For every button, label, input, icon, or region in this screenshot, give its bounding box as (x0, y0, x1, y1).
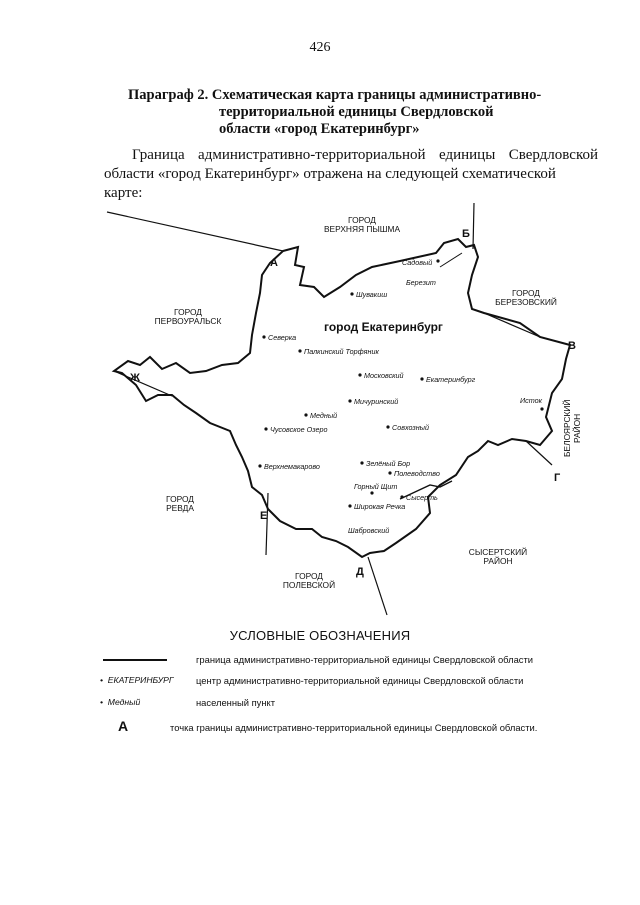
legend-row-settlement (100, 697, 620, 713)
settlement-zeleny-bor: Зелёный Бор (366, 459, 411, 468)
settlement-sovkhozny: Совхозный (392, 423, 429, 432)
settlement-severka: Северка (268, 333, 297, 342)
legend-symbol-settlement-label: Медный (107, 697, 141, 707)
settlement-medny: Медный (310, 411, 338, 420)
dot-michurinsky (348, 399, 351, 402)
legend-symbol-center: • ЕКАТЕРИНБУРГ (100, 675, 174, 685)
dot-chusovskoe (264, 427, 267, 430)
legend-text-settlement: населенный пункт (196, 697, 276, 708)
legend-symbol-center-label: ЕКАТЕРИНБУРГ (107, 675, 174, 685)
heading-line-3: области «город Екатеринбург» (219, 121, 420, 137)
legend-row-boundary (100, 654, 620, 670)
dot-sovkhozny (386, 425, 389, 428)
neighbor-sysert-1: СЫСЕРТСКИЙ (468, 547, 528, 557)
settlement-palkinsky: Палкинский Торфяник (304, 347, 379, 356)
legend-row-point (100, 718, 620, 738)
dot-ekaterinburg (420, 377, 423, 380)
settlement-michurinsky: Мичуринский (354, 397, 399, 406)
dot-severka (262, 335, 265, 338)
settlement-ekaterinburg: Екатеринбург (426, 375, 476, 384)
main-city-label: город Екатеринбург (324, 320, 443, 334)
settlement-verkhnemakarovo: Верхнемакарово (264, 462, 320, 471)
neighbor-beloyarsky-2: РАЙОН (572, 413, 582, 443)
point-d: Д (356, 566, 364, 578)
point-v: В (568, 340, 576, 352)
neighbor-revda-2: РЕВДА (166, 503, 194, 513)
neighbor-berezovsky-2: БЕРЕЗОВСКИЙ (495, 297, 557, 307)
settlement-istok: Исток (520, 396, 543, 405)
boundary-line-sample (103, 659, 167, 661)
settlement-gorny-shchit: Горный Щит (354, 482, 398, 491)
neighbor-pervouralsk-1: ГОРОД (174, 307, 202, 317)
neighbor-sysert-2: РАЙОН (483, 556, 513, 566)
dot-shirokaya-rechka (348, 504, 351, 507)
point-zh: Ж (130, 372, 140, 384)
point-b: Б (462, 228, 470, 240)
neighbor-revda-1: ГОРОД (166, 494, 194, 504)
settlement-shabrovsky: Шабровский (348, 526, 390, 535)
paragraph-line-1: Граница административно-территориальной единицы Свердловской (132, 147, 598, 163)
boundary-map (100, 195, 600, 625)
neighbor-verkhnyaya-pyshma-1: ГОРОД (348, 215, 376, 225)
point-a: А (270, 257, 278, 269)
neighbor-pervouralsk-2: ПЕРВОУРАЛЬСК (154, 316, 222, 326)
heading-line-2: территориальной единицы Свердловской (219, 104, 494, 120)
neighbor-beloyarsky-1: БЕЛОЯРСКИЙ (562, 399, 572, 457)
page-number: 426 (309, 40, 331, 55)
legend-symbol-point: А (118, 718, 129, 734)
settlement-sysert: Сысерть (406, 493, 438, 502)
dot-shuvakish (350, 292, 353, 295)
legend-text-boundary: граница административно-территориальной единицы Свердловской области (196, 654, 534, 665)
dot-sadovy (436, 259, 439, 262)
point-g: Г (554, 472, 561, 484)
settlement-shuvakish: Шувакиш (356, 290, 388, 299)
dot-polevodstvo (388, 471, 391, 474)
settlement-polevodstvo: Полеводство (394, 469, 440, 478)
settlement-chusovskoe: Чусовское Озеро (270, 425, 328, 434)
legend-text-point: точка границы административно-территориальной единицы Свердловской области. (170, 722, 538, 733)
dot-moskovsky (358, 373, 361, 376)
settlement-moskovsky: Московский (364, 371, 404, 380)
settlement-berezit: Березит (406, 278, 436, 287)
dot-istok (540, 407, 543, 410)
settlement-shirokaya-rechka: Широкая Речка (354, 502, 406, 511)
point-e: Е (260, 510, 268, 522)
dot-sysert (400, 495, 403, 498)
paragraph-line-2: области «город Екатеринбург» отражена на следующей схематической карте: (104, 166, 556, 201)
dot-gorny-shchit (370, 491, 373, 494)
neighbor-polevskoy-1: ГОРОД (295, 571, 323, 581)
dot-verkhnemakarovo (258, 464, 261, 467)
section-heading (128, 87, 588, 138)
dot-medny (304, 413, 307, 416)
legend-row-center (100, 675, 620, 691)
neighbor-verkhnyaya-pyshma-2: ВЕРХНЯЯ ПЫШМА (323, 224, 401, 234)
heading-line-1: Параграф 2. Схематическая карта границы административно- (128, 87, 542, 103)
dot-zeleny-bor (360, 461, 363, 464)
legend-text-center: центр административно-территориальной единицы Свердловской области (196, 675, 524, 686)
legend-symbol-settlement: • Медный (100, 697, 141, 707)
dot-palkinsky (298, 349, 301, 352)
sadovy-detail (440, 253, 462, 267)
neighbor-polevskoy-2: ПОЛЕВСКОЙ (282, 580, 336, 590)
legend-title: УСЛОВНЫЕ ОБОЗНАЧЕНИЯ (229, 628, 411, 643)
neighbor-berezovsky-1: ГОРОД (512, 288, 540, 298)
settlement-sadovy: Садовый (402, 258, 433, 267)
